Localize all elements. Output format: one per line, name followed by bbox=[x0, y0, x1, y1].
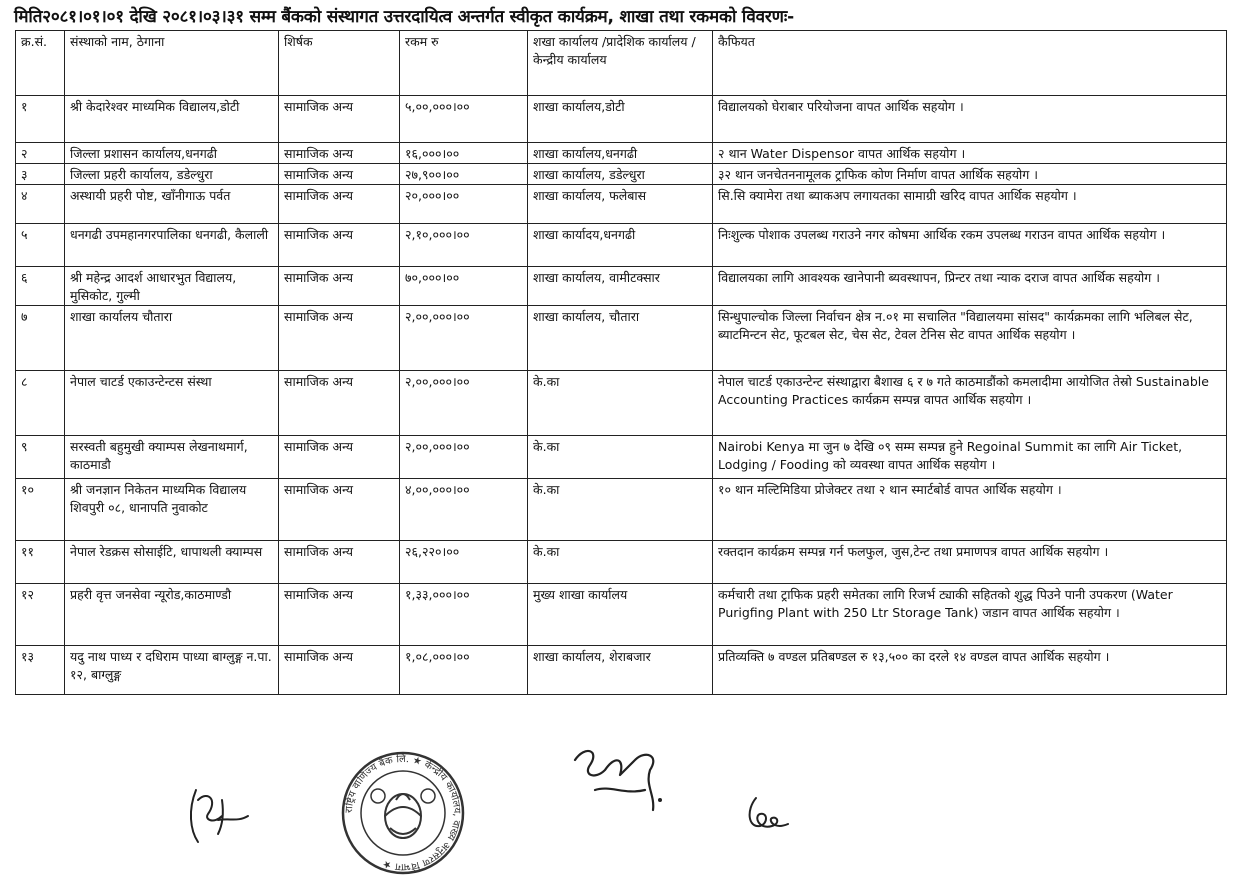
cell-heading: सामाजिक अन्य bbox=[279, 541, 400, 584]
cell-remarks: सिन्धुपाल्चोक जिल्ला निर्वाचन क्षेत्र न.०१ मा सचालित "विद्यालयमा सांसद" कार्यक्रमका लागि भलिबल सेट, ब्याटमिन्टन सेट, फूटबल सेट, चेस सेट, टेवल टेनिस सेट वापत आर्थिक सहयोग । bbox=[713, 306, 1227, 371]
cell-heading: सामाजिक अन्य bbox=[279, 96, 400, 143]
cell-org: सरस्वती बहुमुखी क्याम्पस लेखनाथमार्ग, काठमाडौ bbox=[65, 436, 279, 479]
cell-org: श्री जनज्ञान निकेतन माध्यमिक विद्यालय शिवपुरी ०८, धानापति नुवाकोट bbox=[65, 479, 279, 541]
cell-heading: सामाजिक अन्य bbox=[279, 164, 400, 185]
header-remarks: कैफियत bbox=[713, 31, 1227, 96]
table-row bbox=[16, 96, 1227, 143]
header-heading: शिर्षक bbox=[279, 31, 400, 96]
table-row bbox=[16, 584, 1227, 646]
cell-amount: २७,९००।०० bbox=[400, 164, 528, 185]
cell-heading: सामाजिक अन्य bbox=[279, 584, 400, 646]
cell-office: शाखा कार्यालय, फलेबास bbox=[528, 185, 713, 224]
cell-heading: सामाजिक अन्य bbox=[279, 185, 400, 224]
cell-sn: १२ bbox=[16, 584, 65, 646]
cell-sn: ५ bbox=[16, 224, 65, 267]
cell-office: के.का bbox=[528, 436, 713, 479]
cell-heading: सामाजिक अन्य bbox=[279, 143, 400, 164]
cell-remarks: निःशुल्क पोशाक उपलब्ध गराउने नगर कोषमा आर्थिक रकम उपलब्ध गराउन वापत आर्थिक सहयोग । bbox=[713, 224, 1227, 267]
table-row bbox=[16, 224, 1227, 267]
table-row bbox=[16, 436, 1227, 479]
cell-office: शाखा कार्यादय,धनगढी bbox=[528, 224, 713, 267]
cell-sn: ९ bbox=[16, 436, 65, 479]
cell-org: जिल्ला प्रहरी कार्यालय, डडेल्धुरा bbox=[65, 164, 279, 185]
cell-amount: १,०८,०००।०० bbox=[400, 646, 528, 695]
table-row bbox=[16, 164, 1227, 185]
table-row bbox=[16, 143, 1227, 164]
cell-remarks: ३२ थान जनचेतननामूलक ट्राफिक कोण निर्माण वापत आर्थिक सहयोग । bbox=[713, 164, 1227, 185]
cell-remarks: कर्मचारी तथा ट्राफिक प्रहरी समेतका लागि रिजर्भ ट्याकी सहितको शुद्ध पिउने पानी उपकरण (Water Purigfing Plant with 250 Ltr Storage Tank) जडान वापत आर्थिक सहयोग । bbox=[713, 584, 1227, 646]
cell-office: शाखा कार्यालय,डोटी bbox=[528, 96, 713, 143]
cell-remarks: प्रतिव्यक्ति ७ वण्डल प्रतिबण्डल रु १३,५०० का दरले १४ वण्डल वापत आर्थिक सहयोग । bbox=[713, 646, 1227, 695]
cell-amount: ४,००,०००।०० bbox=[400, 479, 528, 541]
cell-org: नेपाल रेडक्रस सोसाईटि, धापाथली क्याम्पस bbox=[65, 541, 279, 584]
csr-table bbox=[15, 30, 1227, 695]
cell-sn: ६ bbox=[16, 267, 65, 306]
cell-remarks: Nairobi Kenya मा जुन ७ देखि ०९ सम्म सम्पन्न हुने Regoinal Summit का लागि Air Ticket, Lodging / Fooding को व्यवस्था वापत आर्थिक सहयोग । bbox=[713, 436, 1227, 479]
cell-remarks: २ थान Water Dispensor वापत आर्थिक सहयोग । bbox=[713, 143, 1227, 164]
cell-org: शाखा कार्यालय चौतारा bbox=[65, 306, 279, 371]
cell-amount: २,१०,०००।०० bbox=[400, 224, 528, 267]
cell-org: अस्थायी प्रहरी पोष्ट, खाँनीगाऊ पर्वत bbox=[65, 185, 279, 224]
cell-amount: २,००,०००।०० bbox=[400, 306, 528, 371]
table-row bbox=[16, 371, 1227, 436]
cell-sn: ८ bbox=[16, 371, 65, 436]
header-org: संस्थाको नाम, ठेगाना bbox=[65, 31, 279, 96]
cell-heading: सामाजिक अन्य bbox=[279, 646, 400, 695]
cell-sn: २ bbox=[16, 143, 65, 164]
table-row bbox=[16, 306, 1227, 371]
cell-org: श्री केदारेश्वर माध्यमिक विद्यालय,डोटी bbox=[65, 96, 279, 143]
cell-remarks: विद्यालयको घेराबार परियोजना वापत आर्थिक सहयोग । bbox=[713, 96, 1227, 143]
cell-heading: सामाजिक अन्य bbox=[279, 267, 400, 306]
cell-office: शाखा कार्यालय, शेराबजार bbox=[528, 646, 713, 695]
cell-org: धनगढी उपमहानगरपालिका धनगढी, कैलाली bbox=[65, 224, 279, 267]
cell-heading: सामाजिक अन्य bbox=[279, 306, 400, 371]
table-header-row bbox=[16, 31, 1227, 96]
page-title: मिति२०८१।०१।०१ देखि २०८१।०३।३१ सम्म बैंकको संस्थागत उत्तरदायित्व अन्तर्गत स्वीकृत कार्यक्रम, शाखा तथा रकमको विवरणः- bbox=[14, 7, 794, 27]
header-office: शखा कार्यालय /प्रादेशिक कार्यालय / केन्द्रीय कार्यालय bbox=[528, 31, 713, 96]
cell-amount: २,००,०००।०० bbox=[400, 371, 528, 436]
cell-amount: २,००,०००।०० bbox=[400, 436, 528, 479]
table-row bbox=[16, 541, 1227, 584]
cell-office: के.का bbox=[528, 479, 713, 541]
cell-sn: ४ bbox=[16, 185, 65, 224]
cell-amount: २६,२२०।०० bbox=[400, 541, 528, 584]
cell-sn: १३ bbox=[16, 646, 65, 695]
cell-amount: १६,०००।०० bbox=[400, 143, 528, 164]
cell-remarks: सि.सि क्यामेरा तथा ब्याकअप लगायतका सामाग्री खरिद वापत आर्थिक सहयोग । bbox=[713, 185, 1227, 224]
header-sn: क्र.सं. bbox=[16, 31, 65, 96]
cell-office: शाखा कार्यालय, डडेल्धुरा bbox=[528, 164, 713, 185]
table-row bbox=[16, 267, 1227, 306]
cell-org: प्रहरी वृत्त जनसेवा न्यूरोड,काठमाण्डौ bbox=[65, 584, 279, 646]
cell-heading: सामाजिक अन्य bbox=[279, 224, 400, 267]
bank-seal bbox=[338, 748, 468, 878]
cell-amount: २०,०००।०० bbox=[400, 185, 528, 224]
cell-sn: १ bbox=[16, 96, 65, 143]
cell-remarks: रक्तदान कार्यक्रम सम्पन्न गर्न फलफुल, जुस,टेन्ट तथा प्रमाणपत्र वापत आर्थिक सहयोग । bbox=[713, 541, 1227, 584]
cell-office: शाखा कार्यालय,धनगढी bbox=[528, 143, 713, 164]
cell-sn: ७ bbox=[16, 306, 65, 371]
cell-sn: १० bbox=[16, 479, 65, 541]
cell-remarks: नेपाल चाटर्ड एकाउन्टेन्ट संस्थाद्वारा बैशाख ६ र ७ गते काठमाडौंको कमलादीमा आयोजित तेस्रो Sustainable Accounting Practices कार्यक्रम सम्पन्न वापत आर्थिक सहयोग । bbox=[713, 371, 1227, 436]
table-row bbox=[16, 185, 1227, 224]
cell-org: यदु नाथ पाध्य र दधिराम पाध्या बाग्लुङ्ग न.पा. १२, बाग्लुङ्ग bbox=[65, 646, 279, 695]
cell-office: शाखा कार्यालय, चौतारा bbox=[528, 306, 713, 371]
cell-org: नेपाल चाटर्ड एकाउन्टेन्टस संस्था bbox=[65, 371, 279, 436]
cell-office: के.का bbox=[528, 541, 713, 584]
table-row bbox=[16, 646, 1227, 695]
cell-amount: ५,००,०००।०० bbox=[400, 96, 528, 143]
cell-office: मुख्य शाखा कार्यालय bbox=[528, 584, 713, 646]
cell-amount: ७०,०००।०० bbox=[400, 267, 528, 306]
signature-2 bbox=[565, 740, 685, 820]
cell-org: जिल्ला प्रशासन कार्यालय,धनगढी bbox=[65, 143, 279, 164]
cell-heading: सामाजिक अन्य bbox=[279, 436, 400, 479]
cell-heading: सामाजिक अन्य bbox=[279, 479, 400, 541]
cell-office: शाखा कार्यालय, वामीटक्सार bbox=[528, 267, 713, 306]
cell-office: के.का bbox=[528, 371, 713, 436]
svg-text:राष्ट्रिय वाणिज्य बैंक लि. ★ क: राष्ट्रिय वाणिज्य बैंक लि. ★ केन्द्रीय कार्यालय, वाख्य अनुसरण विभाग ★ bbox=[343, 753, 463, 873]
table-row bbox=[16, 479, 1227, 541]
cell-heading: सामाजिक अन्य bbox=[279, 371, 400, 436]
header-amount: रकम रु bbox=[400, 31, 528, 96]
signature-3 bbox=[738, 790, 798, 840]
signature-1 bbox=[178, 780, 258, 850]
cell-remarks: विद्यालयका लागि आवश्यक खानेपानी ब्यवस्थापन, प्रिन्टर तथा न्याक दराज वापत आर्थिक सहयोग । bbox=[713, 267, 1227, 306]
cell-org: श्री महेन्द्र आदर्श आधारभुत विद्यालय, मुसिकोट, गुल्मी bbox=[65, 267, 279, 306]
cell-remarks: १० थान मल्टिमिडिया प्रोजेक्टर तथा २ थान स्मार्टबोर्ड वापत आर्थिक सहयोग । bbox=[713, 479, 1227, 541]
cell-sn: ३ bbox=[16, 164, 65, 185]
cell-amount: १,३३,०००।०० bbox=[400, 584, 528, 646]
cell-sn: ११ bbox=[16, 541, 65, 584]
